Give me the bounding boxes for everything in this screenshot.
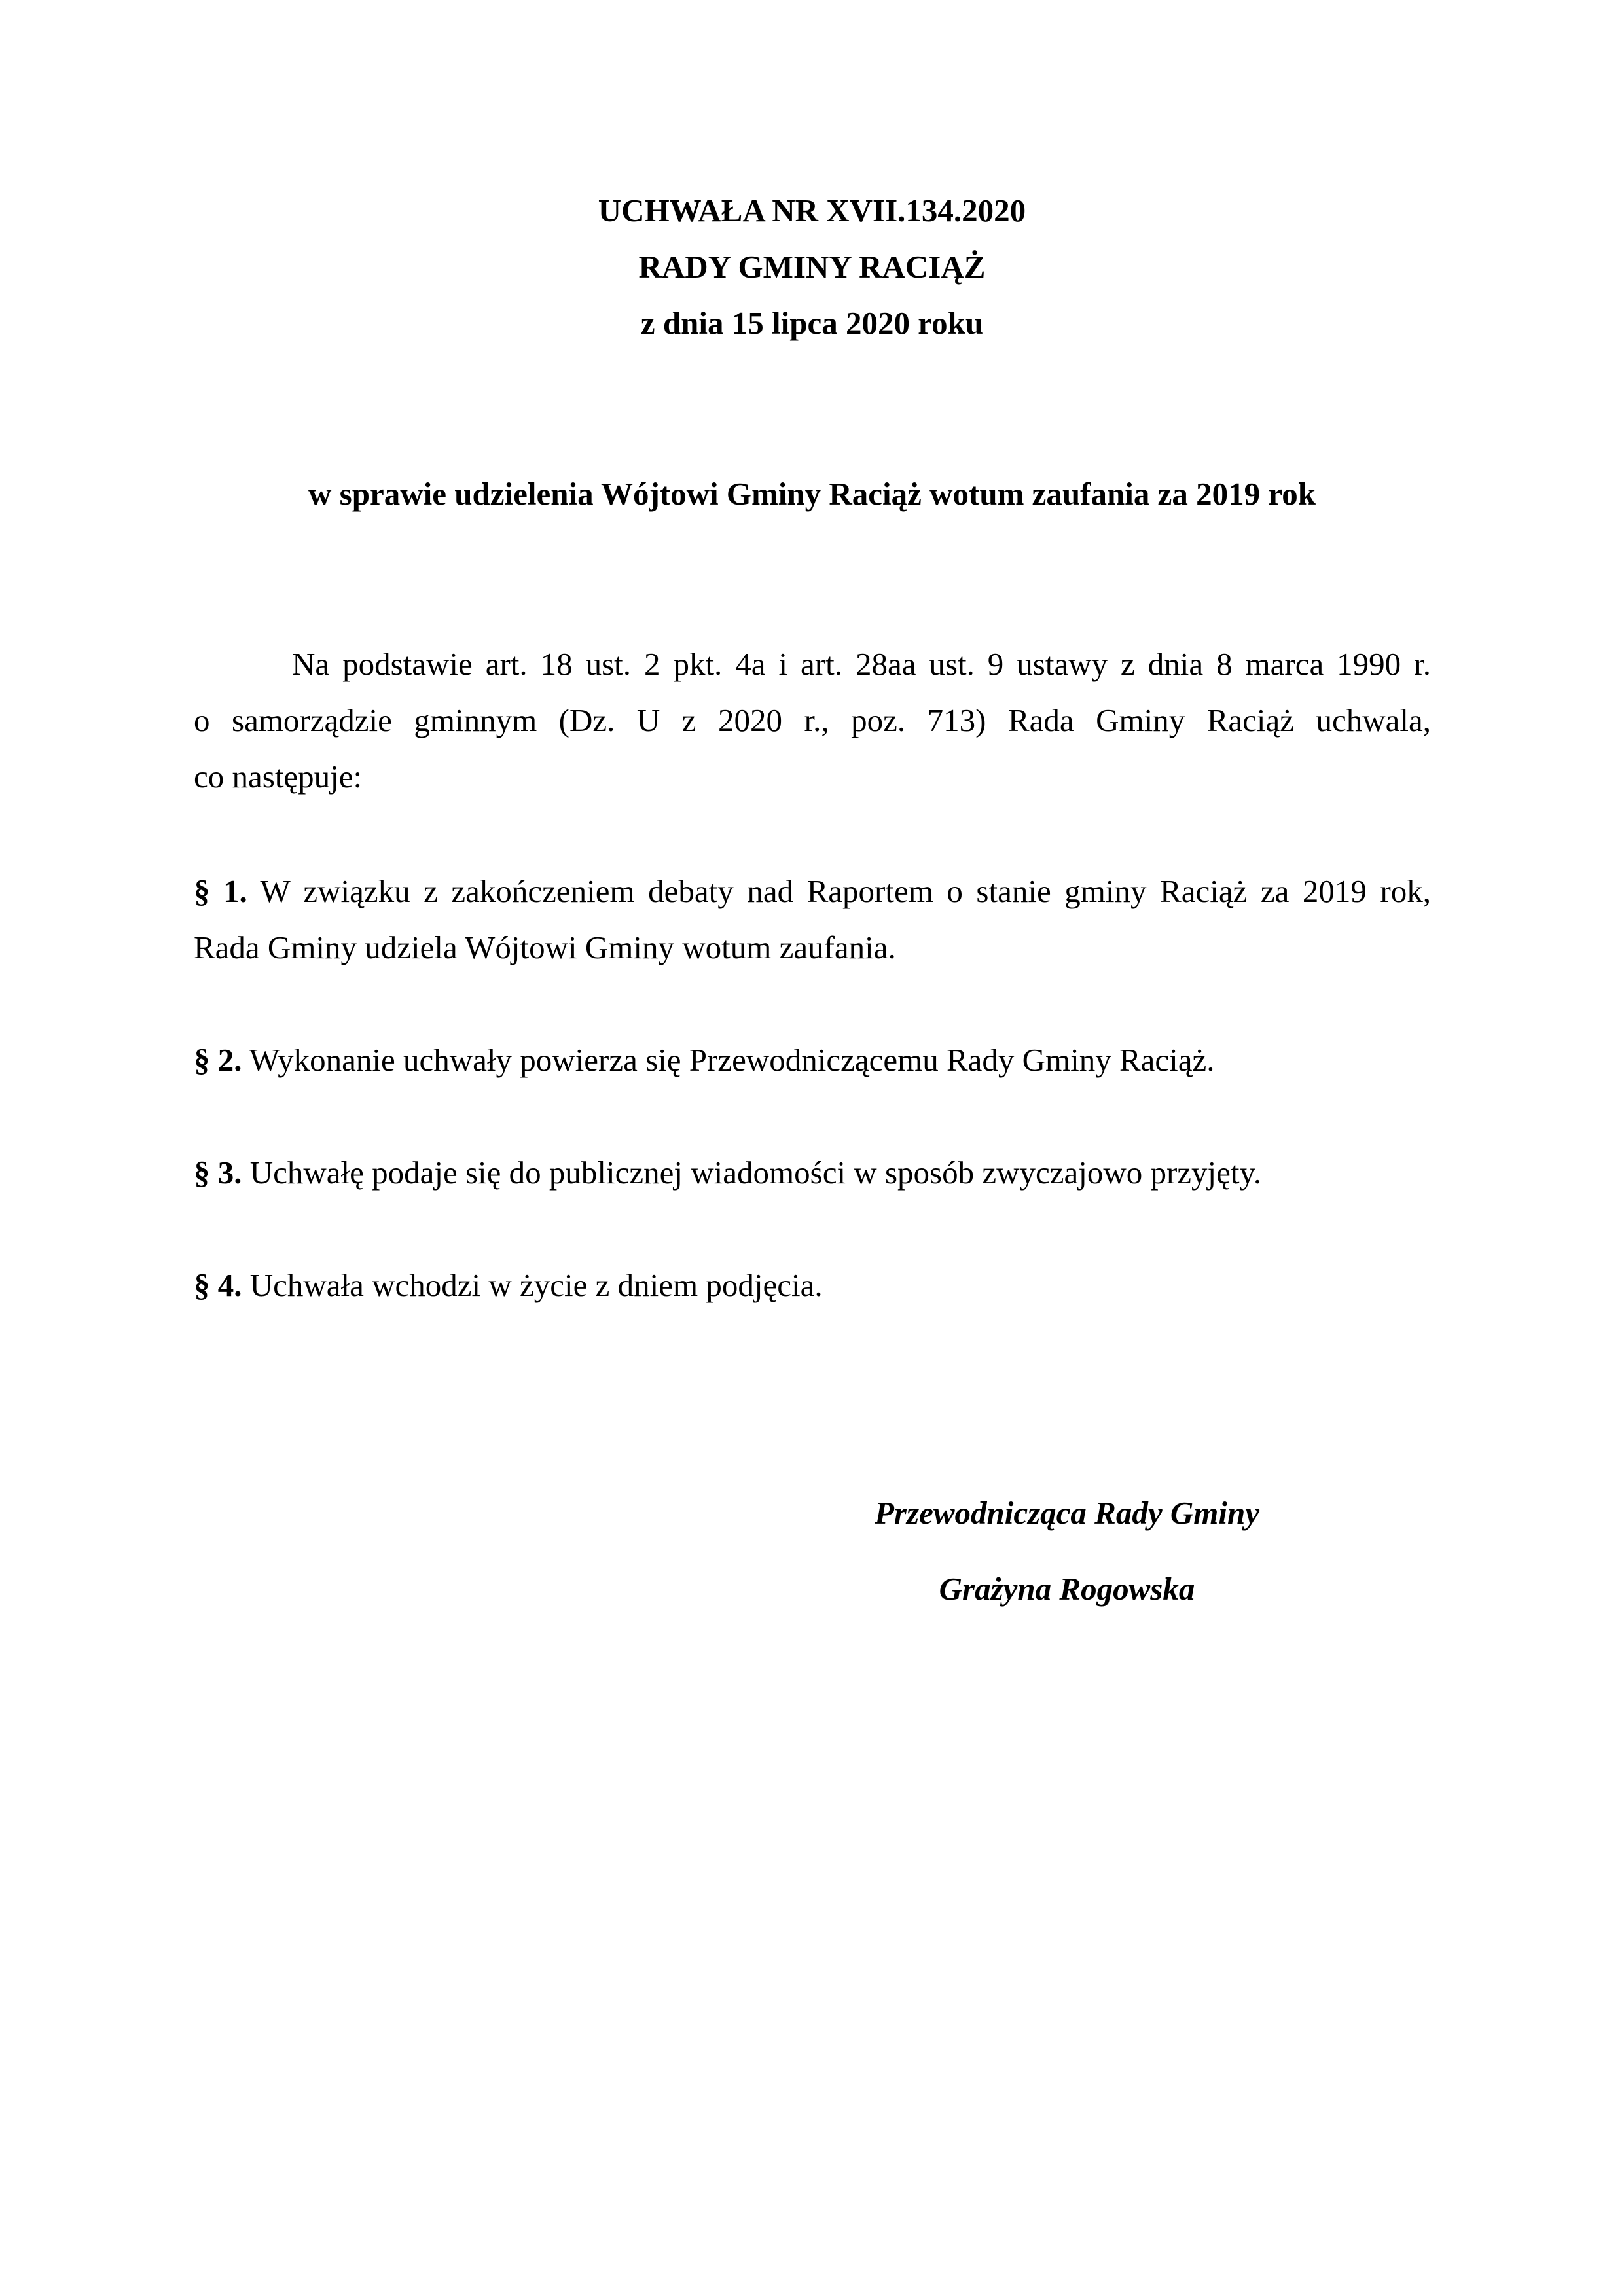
paragraph-1-number: § 1. (194, 873, 247, 909)
signature-name: Grażyna Rogowska (939, 1571, 1195, 1607)
signature-title: Przewodnicząca Rady Gminy (875, 1495, 1259, 1531)
resolution-subject: w sprawie udzielenia Wójtowi Gminy Raciąż wotum zaufania za 2019 rok (308, 476, 1316, 512)
paragraph-3-number: § 3. (194, 1155, 242, 1191)
paragraph-2-number: § 2. (194, 1042, 242, 1078)
paragraph-4-number: § 4. (194, 1267, 242, 1303)
resolution-date: z dnia 15 lipca 2020 roku (640, 305, 984, 341)
paragraph-3-text: Uchwałę podaje się do publicznej wiadomości w sposób zwyczajowo przyjęty. (249, 1155, 1262, 1191)
paragraph-1-line-1 (194, 872, 1431, 911)
resolution-number: UCHWAŁA NR XVII.134.2020 (598, 192, 1026, 228)
paragraph-4 (194, 1266, 823, 1305)
paragraph-1-text: W związku z zakończeniem debaty nad Raportem o stanie gminy Raciąż za 2019 rok, (260, 873, 1431, 909)
preamble-line-2: o samorządzie gminnym (Dz. U z 2020 r., poz. 713) Rada Gminy Raciąż uchwala, (194, 702, 1431, 738)
paragraph-2-text: Wykonanie uchwały powierza się Przewodniczącemu Rady Gminy Raciąż. (249, 1042, 1215, 1078)
paragraph-1-line-2: Rada Gminy udziela Wójtowi Gminy wotum zaufania. (194, 929, 896, 965)
preamble-line-3: co następuje: (194, 759, 363, 795)
preamble-line-1: Na podstawie art. 18 ust. 2 pkt. 4a i art. 28aa ust. 9 ustawy z dnia 8 marca 1990 r. (292, 646, 1431, 682)
paragraph-4-text: Uchwała wchodzi w życie z dniem podjęcia. (249, 1267, 823, 1303)
paragraph-2 (194, 1041, 1215, 1080)
paragraph-3 (194, 1153, 1261, 1193)
council-name: RADY GMINY RACIĄŻ (638, 249, 986, 285)
